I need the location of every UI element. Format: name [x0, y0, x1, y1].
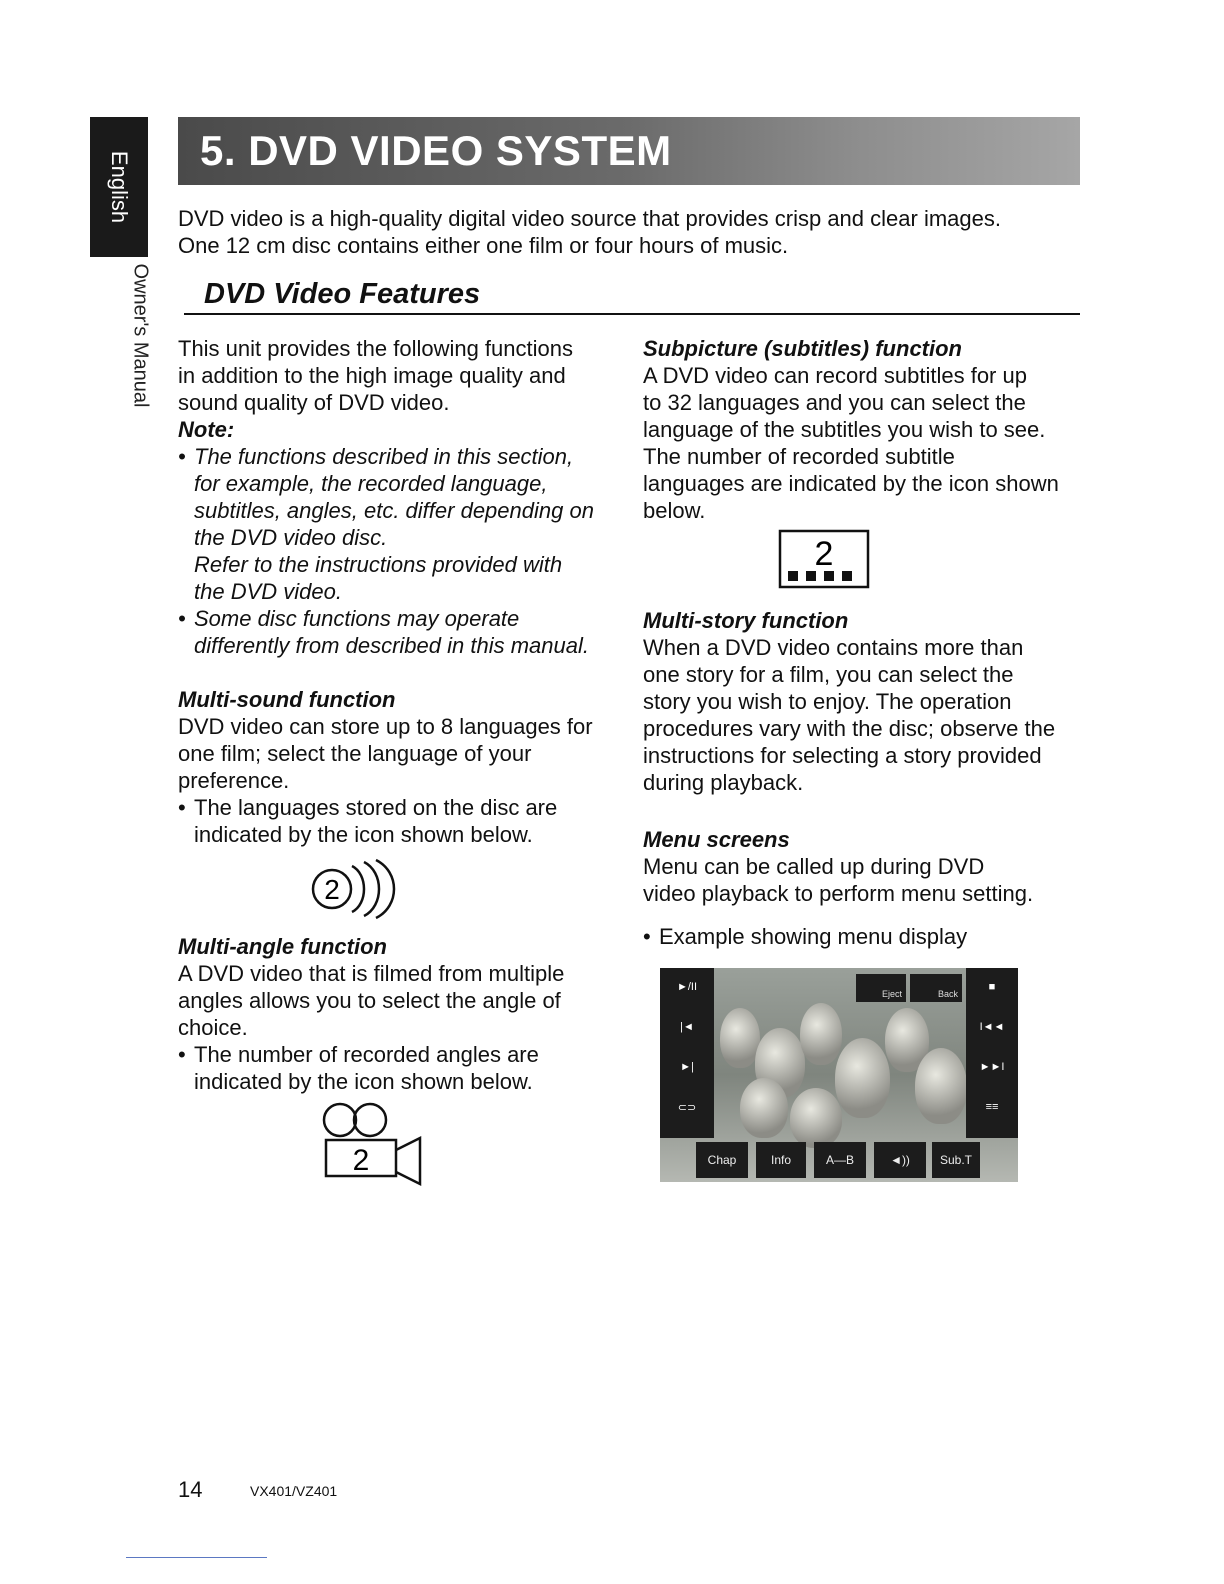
note-item	[178, 443, 618, 605]
bullet-dot: •	[178, 795, 186, 820]
audio-icon-number: 2	[324, 874, 340, 905]
camera-angle-icon	[318, 1098, 428, 1188]
multi-story-line: procedures vary with the disc; observe the	[643, 716, 1056, 741]
heading-rule	[184, 313, 1080, 315]
audio-button[interactable]: ◄))	[874, 1142, 926, 1178]
background-figure	[915, 1048, 967, 1124]
multi-story-line: When a DVD video contains more than	[643, 635, 1024, 660]
multi-angle-line: angles allows you to select the angle of	[178, 988, 561, 1013]
subtitle-icon-number: 2	[814, 535, 834, 573]
menu-screens-bullet	[643, 923, 1083, 950]
model-number: VX401/VZ401	[250, 1483, 338, 1499]
note-line: the DVD video disc.	[194, 525, 388, 550]
multi-sound-heading: Multi-sound function	[178, 687, 396, 712]
bullet-dot: •	[178, 606, 186, 631]
multi-sound-line: one film; select the language of your	[178, 741, 532, 766]
subpicture-line: language of the subtitles you wish to see.	[643, 417, 1046, 442]
rewind-button[interactable]: I◄◄	[979, 1021, 1005, 1033]
multi-story-heading: Multi-story function	[643, 608, 849, 633]
intro-line: One 12 cm disc contains either one film or four hours of music.	[178, 233, 789, 258]
note-line: differently from described in this manual.	[194, 633, 589, 658]
subtitle-icon	[776, 527, 872, 591]
back-button[interactable]: Back	[910, 974, 962, 1002]
multi-sound-line: preference.	[178, 768, 290, 793]
note-line: the DVD video.	[194, 579, 342, 604]
side-tab-language: English	[107, 150, 132, 224]
bullet-dot: •	[178, 444, 186, 469]
note-item	[178, 605, 618, 659]
next-chapter-button[interactable]: ►|	[680, 1061, 694, 1073]
bullet-dot: •	[643, 924, 651, 949]
bullet-line: The number of recorded angles are	[194, 1042, 539, 1067]
menu-screens-line: video playback to perform menu setting.	[643, 881, 1034, 906]
side-tab-manual-label: Owner's Manual	[129, 263, 152, 408]
menu-display-example	[660, 968, 1018, 1182]
lead-line: This unit provides the following functions	[178, 336, 573, 361]
subpicture-line: languages are indicated by the icon shown	[643, 471, 1059, 496]
note-line: Refer to the instructions provided with	[194, 552, 563, 577]
lead-line: sound quality of DVD video.	[178, 390, 450, 415]
note-line: for example, the recorded language,	[194, 471, 548, 496]
multi-story-line: story you wish to enjoy. The operation	[643, 689, 1012, 714]
bullet-line: Example showing menu display	[659, 924, 968, 949]
bullet-line: indicated by the icon shown below.	[194, 822, 533, 847]
multi-angle-block	[178, 933, 618, 1095]
multi-angle-heading: Multi-angle function	[178, 934, 387, 959]
menu-screens-line: Menu can be called up during DVD	[643, 854, 985, 879]
section-title-band	[178, 117, 1080, 185]
previous-chapter-button[interactable]: |◄	[680, 1021, 694, 1033]
page-number: 14	[178, 1477, 203, 1502]
repeat-button[interactable]: ⊂⊃	[677, 1101, 697, 1114]
fast-forward-button[interactable]: ►►I	[979, 1061, 1005, 1073]
background-figure	[720, 1008, 760, 1068]
background-figure	[800, 1003, 842, 1065]
eject-button[interactable]: Eject	[856, 974, 906, 1002]
background-figure	[835, 1038, 890, 1118]
bullet-dot: •	[178, 1042, 186, 1067]
play-pause-button[interactable]: ►/II	[676, 981, 698, 993]
intro-line: DVD video is a high-quality digital video source that provides crisp and clear images.	[178, 206, 1001, 231]
subpicture-line: to 32 languages and you can select the	[643, 390, 1026, 415]
multi-sound-bullet	[178, 794, 618, 848]
menu-screens-block	[643, 826, 1083, 950]
note-line: Some disc functions may operate	[194, 606, 520, 631]
multi-story-line: one story for a film, you can select the	[643, 662, 1014, 687]
features-heading: DVD Video Features	[204, 278, 481, 310]
angle-icon-number: 2	[352, 1144, 370, 1177]
a-b-repeat-button[interactable]: A—B	[814, 1142, 866, 1178]
lead-line: in addition to the high image quality and	[178, 363, 566, 388]
background-figure	[790, 1088, 842, 1148]
menu-screens-heading: Menu screens	[643, 827, 790, 852]
background-figure	[740, 1078, 788, 1138]
subpicture-line: The number of recorded subtitle	[643, 444, 955, 469]
multi-angle-bullet	[178, 1041, 618, 1095]
right-column	[643, 335, 1083, 524]
note-line: subtitles, angles, etc. differ depending on	[194, 498, 594, 523]
bottom-rule	[126, 1557, 267, 1558]
multi-story-block	[643, 607, 1083, 796]
bullet-line: The languages stored on the disc are	[194, 795, 558, 820]
info-button[interactable]: Info	[756, 1142, 806, 1178]
bullet-line: indicated by the icon shown below.	[194, 1069, 533, 1094]
subpicture-heading: Subpicture (subtitles) function	[643, 336, 962, 361]
audio-language-icon	[308, 858, 428, 920]
multi-story-line: during playback.	[643, 770, 804, 795]
menu-list-button[interactable]: ≡≡	[985, 1101, 999, 1113]
subpicture-line: below.	[643, 498, 706, 523]
note-line: The functions described in this section,	[194, 444, 574, 469]
section-title: 5. DVD VIDEO SYSTEM	[200, 127, 672, 174]
lead-paragraph	[178, 335, 618, 416]
multi-angle-line: choice.	[178, 1015, 248, 1040]
intro-paragraph	[178, 205, 1078, 259]
multi-sound-line: DVD video can store up to 8 languages for	[178, 714, 593, 739]
left-column	[178, 335, 618, 848]
subpicture-line: A DVD video can record subtitles for up	[643, 363, 1027, 388]
multi-angle-line: A DVD video that is filmed from multiple	[178, 961, 565, 986]
subtitle-button[interactable]: Sub.T	[932, 1142, 980, 1178]
note-label: Note:	[178, 417, 235, 442]
multi-story-line: instructions for selecting a story provided	[643, 743, 1042, 768]
chapter-button[interactable]: Chap	[696, 1142, 748, 1178]
stop-button[interactable]: ■	[988, 981, 996, 993]
